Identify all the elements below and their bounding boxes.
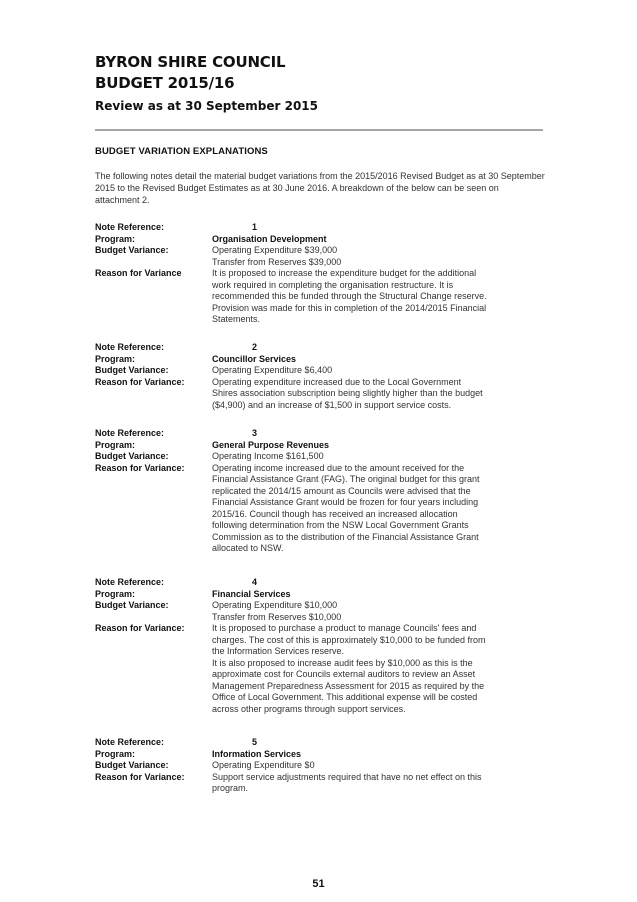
note-reference-label: Note Reference: bbox=[95, 342, 165, 352]
reason-line: Support service adjustments required that have no net effect on this bbox=[212, 771, 482, 782]
note-row bbox=[95, 749, 545, 761]
note-row bbox=[95, 623, 545, 635]
note-row bbox=[95, 681, 545, 693]
reason-line: Provision was made for this in completion of the 2014/2015 Financial bbox=[212, 302, 487, 313]
reason-line: replicated the 2014/15 amount as Councils were advised that the bbox=[212, 485, 471, 496]
council-name: BYRON SHIRE COUNCIL bbox=[95, 53, 286, 71]
reason-label bbox=[95, 520, 212, 532]
note-reference-number: 4 bbox=[252, 577, 258, 587]
reason-line: following determination from the NSW Local Government Grants bbox=[212, 520, 469, 530]
reason-line: Management Preparedness Assessment for 2015 as required by the bbox=[212, 680, 485, 691]
reason-label bbox=[95, 635, 212, 647]
reason-line: the Information Services reserve. bbox=[212, 646, 345, 656]
review-subtitle: Review as at 30 September 2015 bbox=[95, 99, 318, 113]
note-row bbox=[95, 400, 545, 412]
reason-label bbox=[95, 704, 212, 716]
reason-label: Reason for Variance: bbox=[95, 771, 185, 782]
reason-label bbox=[95, 509, 212, 521]
note-row bbox=[95, 486, 545, 498]
reason-label bbox=[95, 486, 212, 498]
budget-variance-line: Operating Expenditure $10,000 bbox=[212, 600, 338, 610]
reason-label bbox=[95, 314, 212, 326]
reason-line: program. bbox=[212, 783, 249, 793]
note-row bbox=[95, 314, 545, 326]
variation-note bbox=[95, 737, 545, 795]
note-row bbox=[95, 600, 545, 612]
program-name: Councillor Services bbox=[212, 353, 297, 364]
note-row bbox=[95, 635, 545, 647]
reason-line: Operating expenditure increased due to the Local Government bbox=[212, 376, 462, 387]
reason-label bbox=[95, 303, 212, 315]
note-reference-label: Note Reference: bbox=[95, 737, 165, 747]
reason-line: recommended this be funded through the Structural Change reserve. bbox=[212, 291, 487, 301]
note-row bbox=[95, 646, 545, 658]
reason-label bbox=[95, 474, 212, 486]
reason-line: Financial Assistance Grant (FAG). The original budget for this grant bbox=[212, 474, 480, 484]
note-row bbox=[95, 245, 545, 257]
note-row bbox=[95, 760, 545, 772]
note-row bbox=[95, 354, 545, 366]
note-row bbox=[95, 509, 545, 521]
note-reference-number: 5 bbox=[252, 737, 258, 747]
note-row bbox=[95, 497, 545, 509]
reason-label bbox=[95, 681, 212, 693]
reason-label bbox=[95, 783, 212, 795]
program-label: Program: bbox=[95, 353, 136, 364]
note-reference-label: Note Reference: bbox=[95, 428, 165, 438]
page-number: 51 bbox=[312, 878, 325, 890]
budget-variance-label bbox=[95, 612, 212, 624]
reason-line: Commission as to the distribution of the Financial Assistance Grant bbox=[212, 531, 479, 542]
section-title: BUDGET VARIATION EXPLANATIONS bbox=[95, 146, 268, 157]
note-row bbox=[95, 577, 545, 589]
note-row bbox=[95, 222, 545, 234]
reason-label: Reason for Variance: bbox=[95, 376, 185, 387]
program-label: Program: bbox=[95, 748, 136, 759]
budget-variance-line: Transfer from Reserves $39,000 bbox=[212, 256, 342, 267]
program-name: Information Services bbox=[212, 748, 302, 759]
note-row bbox=[95, 612, 545, 624]
budget-title: BUDGET 2015/16 bbox=[95, 74, 235, 92]
budget-variance-label: Budget Variance: bbox=[95, 365, 169, 375]
program-label: Program: bbox=[95, 588, 136, 599]
variation-note bbox=[95, 222, 545, 326]
reason-label bbox=[95, 388, 212, 400]
note-row bbox=[95, 532, 545, 544]
program-name: General Purpose Revenues bbox=[212, 439, 330, 450]
reason-label bbox=[95, 532, 212, 544]
budget-variance-label: Budget Variance: bbox=[95, 451, 169, 461]
header-divider bbox=[95, 129, 543, 131]
note-row bbox=[95, 772, 545, 784]
variation-note bbox=[95, 342, 545, 411]
program-name: Financial Services bbox=[212, 588, 291, 599]
note-row bbox=[95, 474, 545, 486]
note-row bbox=[95, 428, 545, 440]
budget-variance-label bbox=[95, 257, 212, 269]
reason-label bbox=[95, 291, 212, 303]
note-row bbox=[95, 451, 545, 463]
note-row bbox=[95, 463, 545, 475]
note-row bbox=[95, 291, 545, 303]
intro-paragraph: The following notes detail the material budget variations from the 2015/2016 Revised Budget as at 30 September 2015 to the Revised Budget Estimates as at 30 June 2016. A breakdown of the below can be seen on attachment 2. bbox=[95, 171, 545, 205]
note-reference-number: 2 bbox=[252, 342, 258, 352]
budget-variance-line: Operating Income $161,500 bbox=[212, 451, 324, 461]
reason-line: work required in completing the organisation restructure. It is bbox=[212, 279, 454, 290]
note-row bbox=[95, 783, 545, 795]
budget-variance-label: Budget Variance: bbox=[95, 760, 169, 770]
reason-line: charges. The cost of this is approximately $10,000 to be funded from bbox=[212, 634, 486, 645]
note-row bbox=[95, 658, 545, 670]
reason-line: Operating income increased due to the amount received for the bbox=[212, 462, 465, 473]
note-row bbox=[95, 388, 545, 400]
reason-line: It is also proposed to increase audit fees by $10,000 as this is the bbox=[212, 657, 473, 668]
reason-label bbox=[95, 658, 212, 670]
note-row bbox=[95, 440, 545, 452]
program-label: Program: bbox=[95, 439, 136, 450]
note-row bbox=[95, 342, 545, 354]
note-row bbox=[95, 543, 545, 555]
reason-label bbox=[95, 400, 212, 412]
note-row bbox=[95, 704, 545, 716]
note-row bbox=[95, 257, 545, 269]
note-reference-number: 1 bbox=[252, 222, 258, 232]
reason-label bbox=[95, 669, 212, 681]
reason-label bbox=[95, 280, 212, 292]
reason-line: allocated to NSW. bbox=[212, 543, 284, 553]
reason-line: Shires association subscription being slightly higher than the budget bbox=[212, 388, 483, 398]
note-row bbox=[95, 520, 545, 532]
budget-variance-label: Budget Variance: bbox=[95, 600, 169, 610]
note-row bbox=[95, 303, 545, 315]
variation-note bbox=[95, 577, 545, 715]
note-row bbox=[95, 280, 545, 292]
reason-line: Office of Local Government. This additional expense will be costed bbox=[212, 692, 478, 702]
note-row bbox=[95, 737, 545, 749]
note-row bbox=[95, 377, 545, 389]
program-label: Program: bbox=[95, 233, 136, 244]
reason-line: It is proposed to purchase a product to manage Councils' fees and bbox=[212, 623, 477, 633]
reason-label bbox=[95, 692, 212, 704]
reason-label: Reason for Variance: bbox=[95, 623, 185, 633]
reason-line: ($4,900) and an increase of $1,500 in support service costs. bbox=[212, 399, 452, 410]
reason-line: 2015/16. Council though has received an increased allocation bbox=[212, 508, 458, 519]
note-row bbox=[95, 669, 545, 681]
reason-line: Statements. bbox=[212, 314, 261, 324]
budget-variance-line: Operating Expenditure $0 bbox=[212, 760, 315, 770]
reason-label: Reason for Variance bbox=[95, 268, 182, 278]
note-row bbox=[95, 589, 545, 601]
note-row bbox=[95, 268, 545, 280]
reason-label: Reason for Variance: bbox=[95, 462, 185, 473]
reason-line: Financial Assistance Grant would be frozen for four years including bbox=[212, 497, 479, 507]
variation-note bbox=[95, 428, 545, 555]
document-header bbox=[95, 52, 318, 115]
budget-variance-line: Transfer from Reserves $10,000 bbox=[212, 611, 342, 622]
reason-label bbox=[95, 497, 212, 509]
note-reference-number: 3 bbox=[252, 428, 258, 438]
reason-line: across other programs through support services. bbox=[212, 703, 406, 714]
reason-label bbox=[95, 646, 212, 658]
note-row bbox=[95, 692, 545, 704]
note-reference-label: Note Reference: bbox=[95, 222, 165, 232]
budget-variance-label: Budget Variance: bbox=[95, 245, 169, 255]
budget-variance-line: Operating Expenditure $6,400 bbox=[212, 365, 333, 375]
budget-variance-line: Operating Expenditure $39,000 bbox=[212, 245, 338, 255]
reason-line: approximate cost for Councils external auditors to review an Asset bbox=[212, 669, 476, 679]
note-row bbox=[95, 234, 545, 246]
reason-line: It is proposed to increase the expenditure budget for the additional bbox=[212, 268, 477, 278]
note-reference-label: Note Reference: bbox=[95, 577, 165, 587]
reason-label bbox=[95, 543, 212, 555]
note-row bbox=[95, 365, 545, 377]
program-name: Organisation Development bbox=[212, 233, 327, 244]
